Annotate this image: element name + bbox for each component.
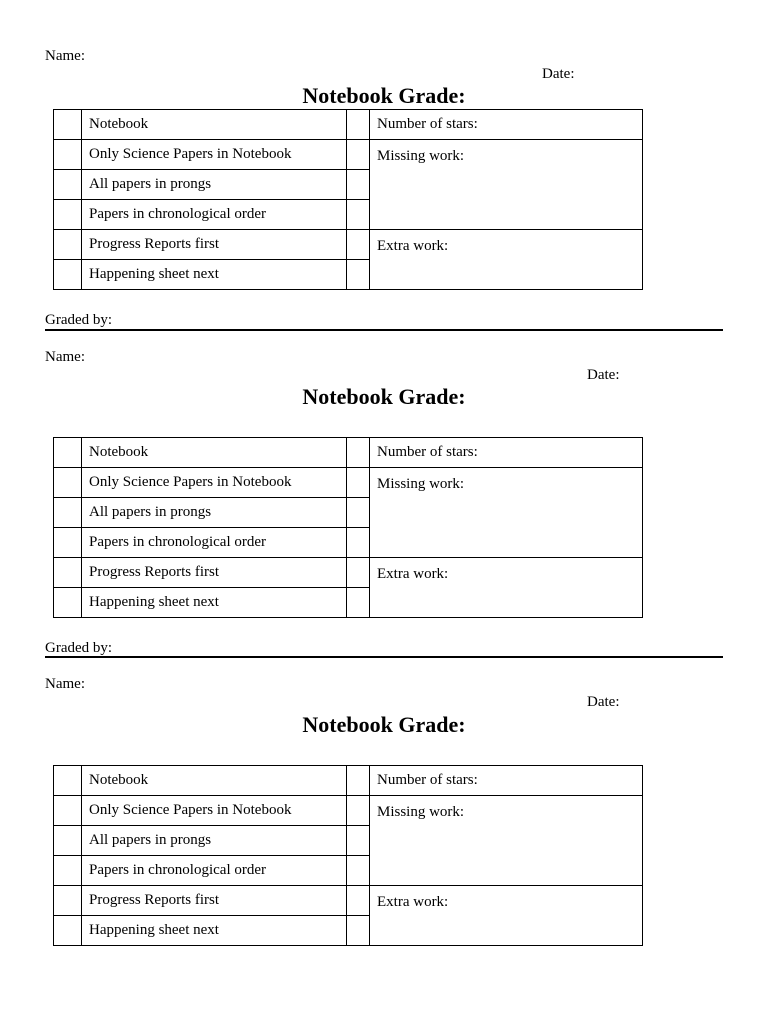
section-title: Notebook Grade: [302, 712, 466, 737]
checkbox-cell[interactable] [54, 558, 82, 588]
name-label: Name: [45, 48, 85, 64]
grade-table [53, 109, 643, 290]
section-title: Notebook Grade: [302, 384, 466, 409]
checkbox-cell[interactable] [54, 468, 82, 498]
stars-label: Number of stars: [370, 110, 643, 140]
checkbox-cell[interactable] [54, 110, 82, 140]
checkbox-cell[interactable] [54, 230, 82, 260]
table-row [54, 886, 643, 916]
graded-by-label: Graded by: [45, 640, 113, 656]
checklist-item: All papers in prongs [82, 498, 347, 528]
checkbox-cell[interactable] [54, 260, 82, 290]
grade-table [53, 765, 643, 946]
grade-section-2 [0, 349, 768, 656]
checkbox-cell[interactable] [54, 438, 82, 468]
date-label: Date: [587, 694, 620, 710]
checkbox-cell[interactable] [54, 886, 82, 916]
name-label: Name: [45, 676, 85, 692]
extra-work-label: Extra work: [370, 886, 643, 946]
grade-table [53, 437, 643, 618]
score-cell[interactable] [347, 140, 370, 170]
score-cell[interactable] [347, 796, 370, 826]
checklist-item: All papers in prongs [82, 826, 347, 856]
score-cell[interactable] [347, 110, 370, 140]
checklist-item: Notebook [82, 438, 347, 468]
score-cell[interactable] [347, 826, 370, 856]
stars-label: Number of stars: [370, 438, 643, 468]
score-cell[interactable] [347, 886, 370, 916]
graded-by-line [45, 656, 723, 658]
checklist-item: Only Science Papers in Notebook [82, 468, 347, 498]
table-row [54, 558, 643, 588]
section-title: Notebook Grade: [302, 83, 466, 108]
score-cell[interactable] [347, 558, 370, 588]
checklist-item: Only Science Papers in Notebook [82, 140, 347, 170]
date-label: Date: [587, 367, 620, 383]
checkbox-cell[interactable] [54, 856, 82, 886]
checklist-item: All papers in prongs [82, 170, 347, 200]
score-cell[interactable] [347, 230, 370, 260]
checklist-item: Only Science Papers in Notebook [82, 796, 347, 826]
checkbox-cell[interactable] [54, 826, 82, 856]
score-cell[interactable] [347, 916, 370, 946]
extra-work-label: Extra work: [370, 558, 643, 618]
table-row [54, 766, 643, 796]
checklist-item: Notebook [82, 110, 347, 140]
grade-section-3 [0, 676, 768, 976]
table-row [54, 438, 643, 468]
checkbox-cell[interactable] [54, 200, 82, 230]
checklist-item: Happening sheet next [82, 260, 347, 290]
table-row [54, 468, 643, 498]
checkbox-cell[interactable] [54, 528, 82, 558]
checkbox-cell[interactable] [54, 498, 82, 528]
score-cell[interactable] [347, 200, 370, 230]
date-label: Date: [542, 66, 575, 82]
checklist-item: Happening sheet next [82, 588, 347, 618]
name-label: Name: [45, 349, 85, 365]
checkbox-cell[interactable] [54, 916, 82, 946]
stars-label: Number of stars: [370, 766, 643, 796]
score-cell[interactable] [347, 766, 370, 796]
checklist-item: Progress Reports first [82, 558, 347, 588]
graded-by-line [45, 329, 723, 331]
checklist-item: Notebook [82, 766, 347, 796]
checklist-item: Papers in chronological order [82, 200, 347, 230]
missing-work-label: Missing work: [370, 796, 643, 886]
checkbox-cell[interactable] [54, 140, 82, 170]
table-row [54, 140, 643, 170]
missing-work-label: Missing work: [370, 468, 643, 558]
checklist-item: Papers in chronological order [82, 528, 347, 558]
score-cell[interactable] [347, 588, 370, 618]
extra-work-label: Extra work: [370, 230, 643, 290]
table-row [54, 796, 643, 826]
checkbox-cell[interactable] [54, 170, 82, 200]
score-cell[interactable] [347, 498, 370, 528]
checklist-item: Progress Reports first [82, 886, 347, 916]
checklist-item: Progress Reports first [82, 230, 347, 260]
score-cell[interactable] [347, 468, 370, 498]
graded-by-label: Graded by: [45, 312, 113, 328]
score-cell[interactable] [347, 856, 370, 886]
checklist-item: Papers in chronological order [82, 856, 347, 886]
score-cell[interactable] [347, 170, 370, 200]
checkbox-cell[interactable] [54, 588, 82, 618]
table-row [54, 230, 643, 260]
score-cell[interactable] [347, 260, 370, 290]
score-cell[interactable] [347, 528, 370, 558]
grade-section-1 [0, 48, 768, 348]
checklist-item: Happening sheet next [82, 916, 347, 946]
table-row [54, 110, 643, 140]
score-cell[interactable] [347, 438, 370, 468]
checkbox-cell[interactable] [54, 796, 82, 826]
checkbox-cell[interactable] [54, 766, 82, 796]
missing-work-label: Missing work: [370, 140, 643, 230]
